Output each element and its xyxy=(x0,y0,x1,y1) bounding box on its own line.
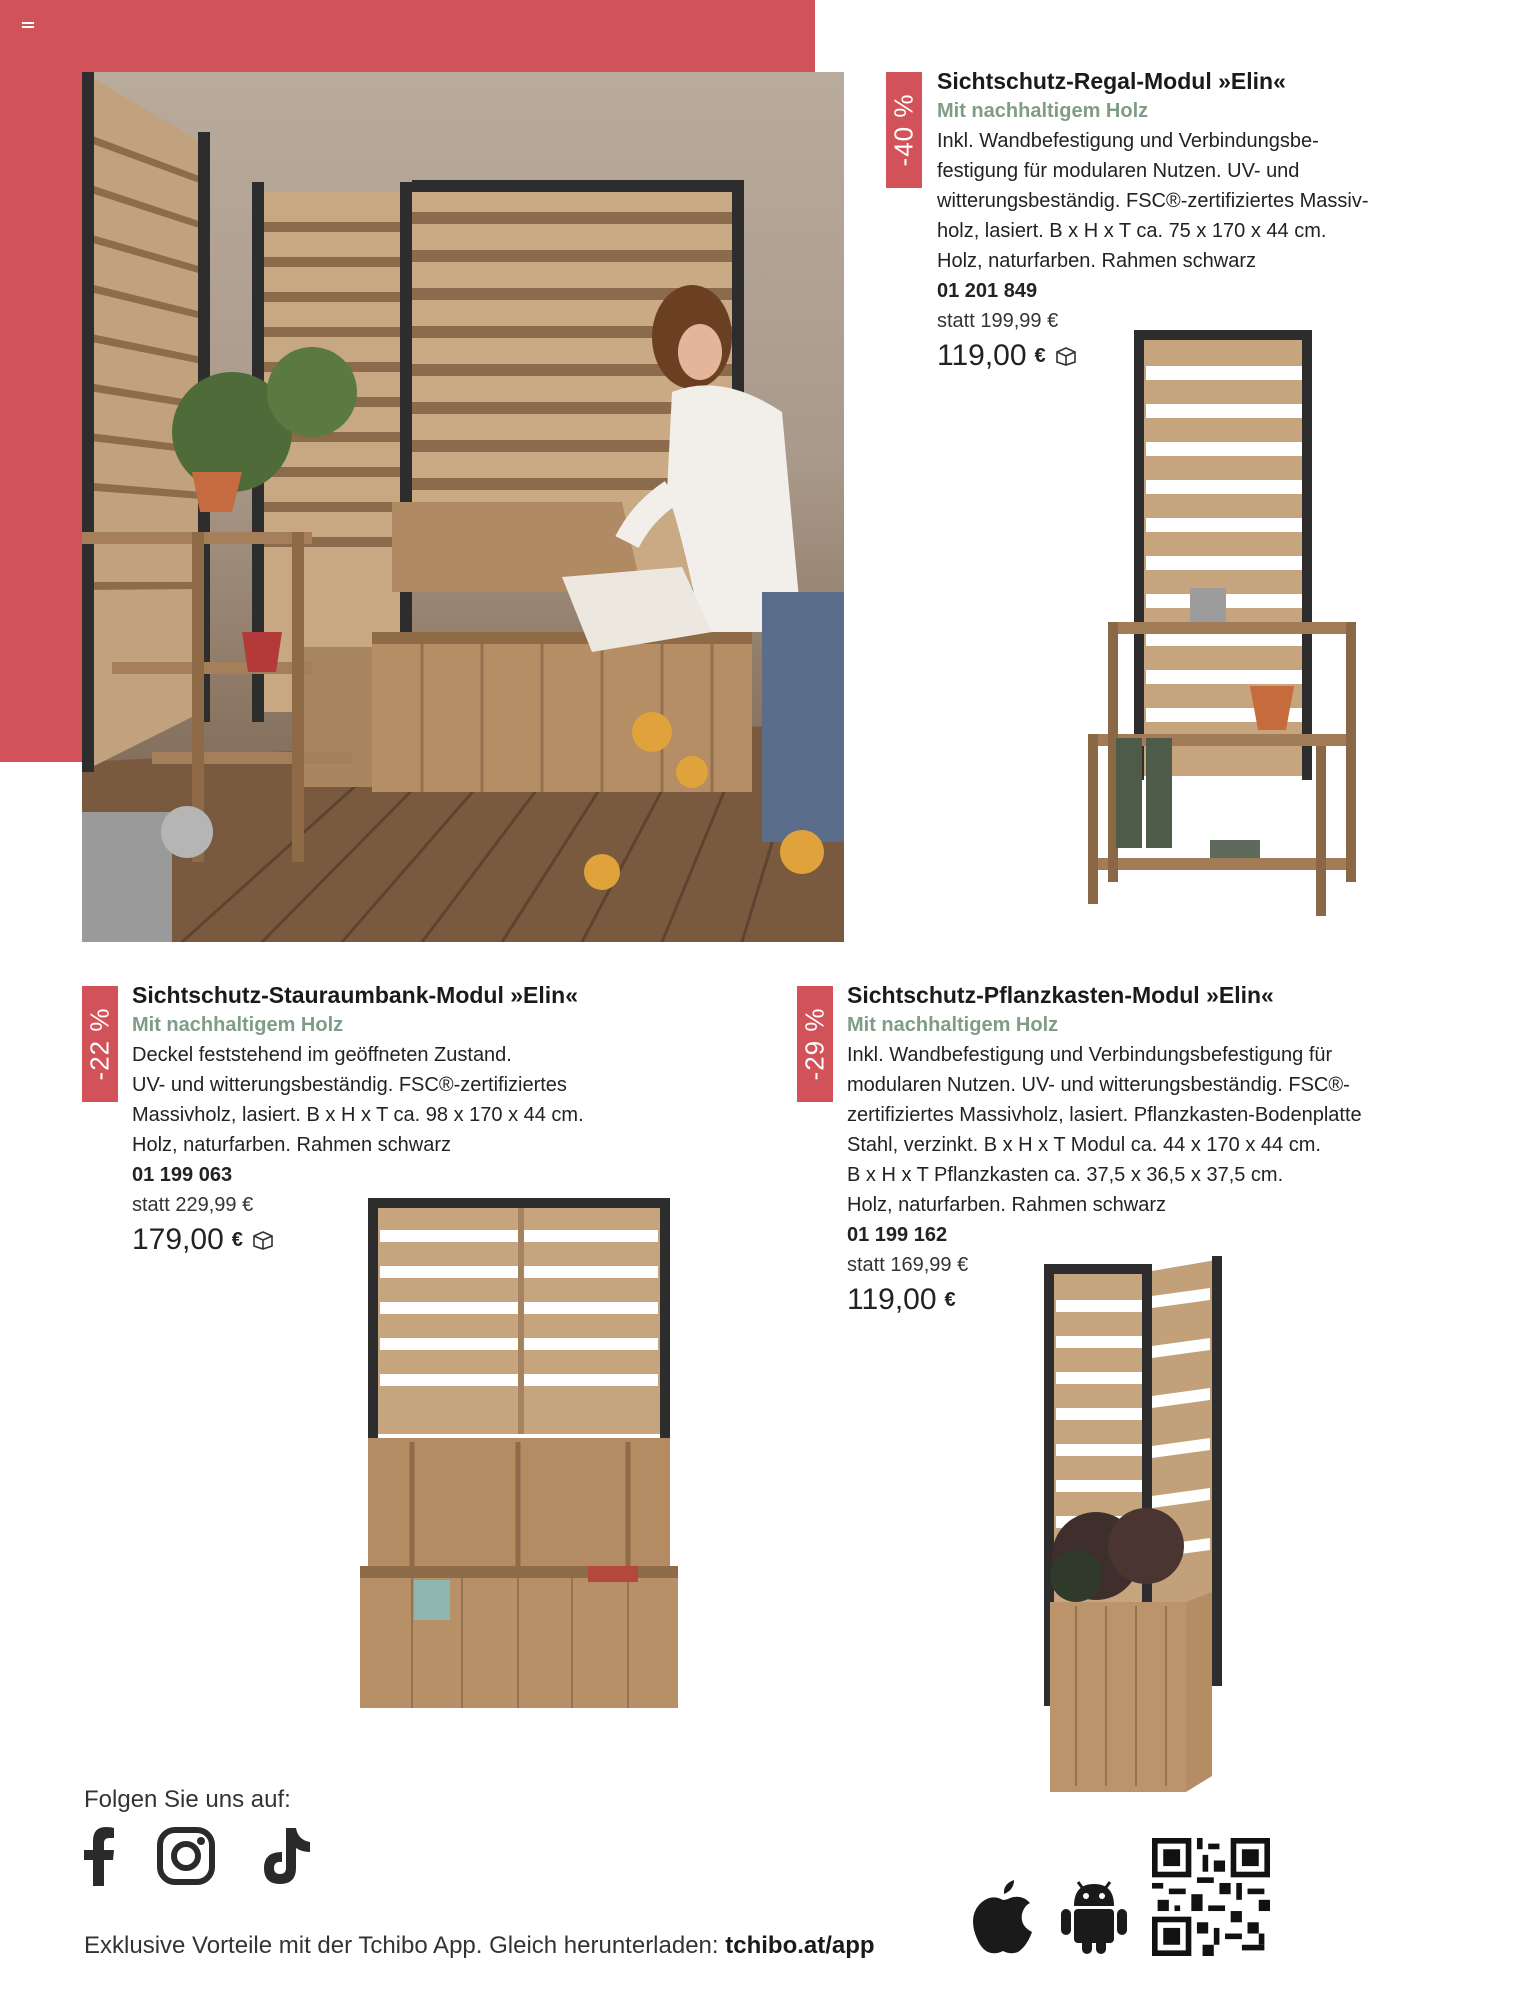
price-value: 179,00 xyxy=(132,1223,224,1256)
app-link[interactable]: tchibo.at/app xyxy=(725,1932,875,1959)
android-icon[interactable] xyxy=(1058,1876,1130,1956)
discount-badge: -22 % xyxy=(82,986,118,1102)
currency: € xyxy=(1034,345,1046,367)
qr-code-icon[interactable] xyxy=(1152,1838,1270,1956)
article-number: 01 199 162 xyxy=(847,1224,948,1246)
facebook-icon[interactable] xyxy=(82,1826,116,1886)
product-title: Sichtschutz-Stauraumbank-Modul »Elin« xyxy=(132,982,578,1008)
product-description: Inkl. Wandbefestigung und Verbindungsbefestigung für modularen Nutzen. UV- und witterungsbeständig. FSC®- zertifiziertes Massivholz, lasiert. Pflanzkasten-Bodenplatte Stahl, verzinkt. B x H x T Modul ca. 44 x 170 x 44 cm. B x H x T Pflanzkasten ca. 37,5 x 36,5 x 37,5 cm. Holz, naturfarben. Rahmen schwarz xyxy=(847,1044,1362,1216)
old-price: statt 229,99 € xyxy=(132,1194,254,1216)
price-value: 119,00 xyxy=(847,1283,937,1316)
tiktok-icon[interactable] xyxy=(258,1826,314,1886)
menu-icon[interactable] xyxy=(22,22,34,32)
currency: € xyxy=(231,1229,243,1251)
product-description: Deckel feststehend im geöffneten Zustand. UV- und witterungsbeständig. FSC®-zertifiziertes Massivholz, lasiert. B x H x T ca. 98 x 170 x 44 cm. Holz, naturfarben. Rahmen schwarz xyxy=(132,1044,584,1156)
product-image-stauraumbank xyxy=(352,1196,692,1726)
product-description: Inkl. Wandbefestigung und Verbindungsbe- festigung für modularen Nutzen. UV- und witterungsbeständig. FSC®-zertifiziertes Massiv- holz, lasiert. B x H x T ca. 75 x 170 x 44 cm. Holz, naturfarben. Rahmen schwarz xyxy=(937,130,1369,272)
product-title: Sichtschutz-Pflanzkasten-Modul »Elin« xyxy=(847,982,1274,1008)
currency: € xyxy=(944,1289,956,1311)
instagram-icon[interactable] xyxy=(156,1826,216,1886)
old-price: statt 199,99 € xyxy=(937,310,1059,332)
hero-image xyxy=(82,72,844,942)
apple-icon[interactable] xyxy=(970,1876,1036,1956)
price-value: 119,00 xyxy=(937,339,1027,372)
package-icon xyxy=(1054,346,1078,366)
product-title: Sichtschutz-Regal-Modul »Elin« xyxy=(937,68,1286,94)
package-icon xyxy=(251,1230,275,1250)
discount-badge: -40 % xyxy=(886,72,922,188)
hero-scene xyxy=(82,72,844,942)
article-number: 01 201 849 xyxy=(937,280,1038,302)
app-promo xyxy=(84,1932,875,1960)
product-subtitle: Mit nachhaltigem Holz xyxy=(937,100,1149,122)
product-subtitle: Mit nachhaltigem Holz xyxy=(847,1014,1059,1036)
follow-label: Folgen Sie uns auf: xyxy=(84,1786,291,1813)
product-image-regal xyxy=(1080,326,1400,926)
product-subtitle: Mit nachhaltigem Holz xyxy=(132,1014,344,1036)
old-price: statt 169,99 € xyxy=(847,1254,969,1276)
article-number: 01 199 063 xyxy=(132,1164,233,1186)
app-promo-text: Exklusive Vorteile mit der Tchibo App. Gleich herunterladen: xyxy=(84,1932,719,1959)
product-image-pflanzkasten xyxy=(1036,1256,1266,1816)
discount-badge: -29 % xyxy=(797,986,833,1102)
